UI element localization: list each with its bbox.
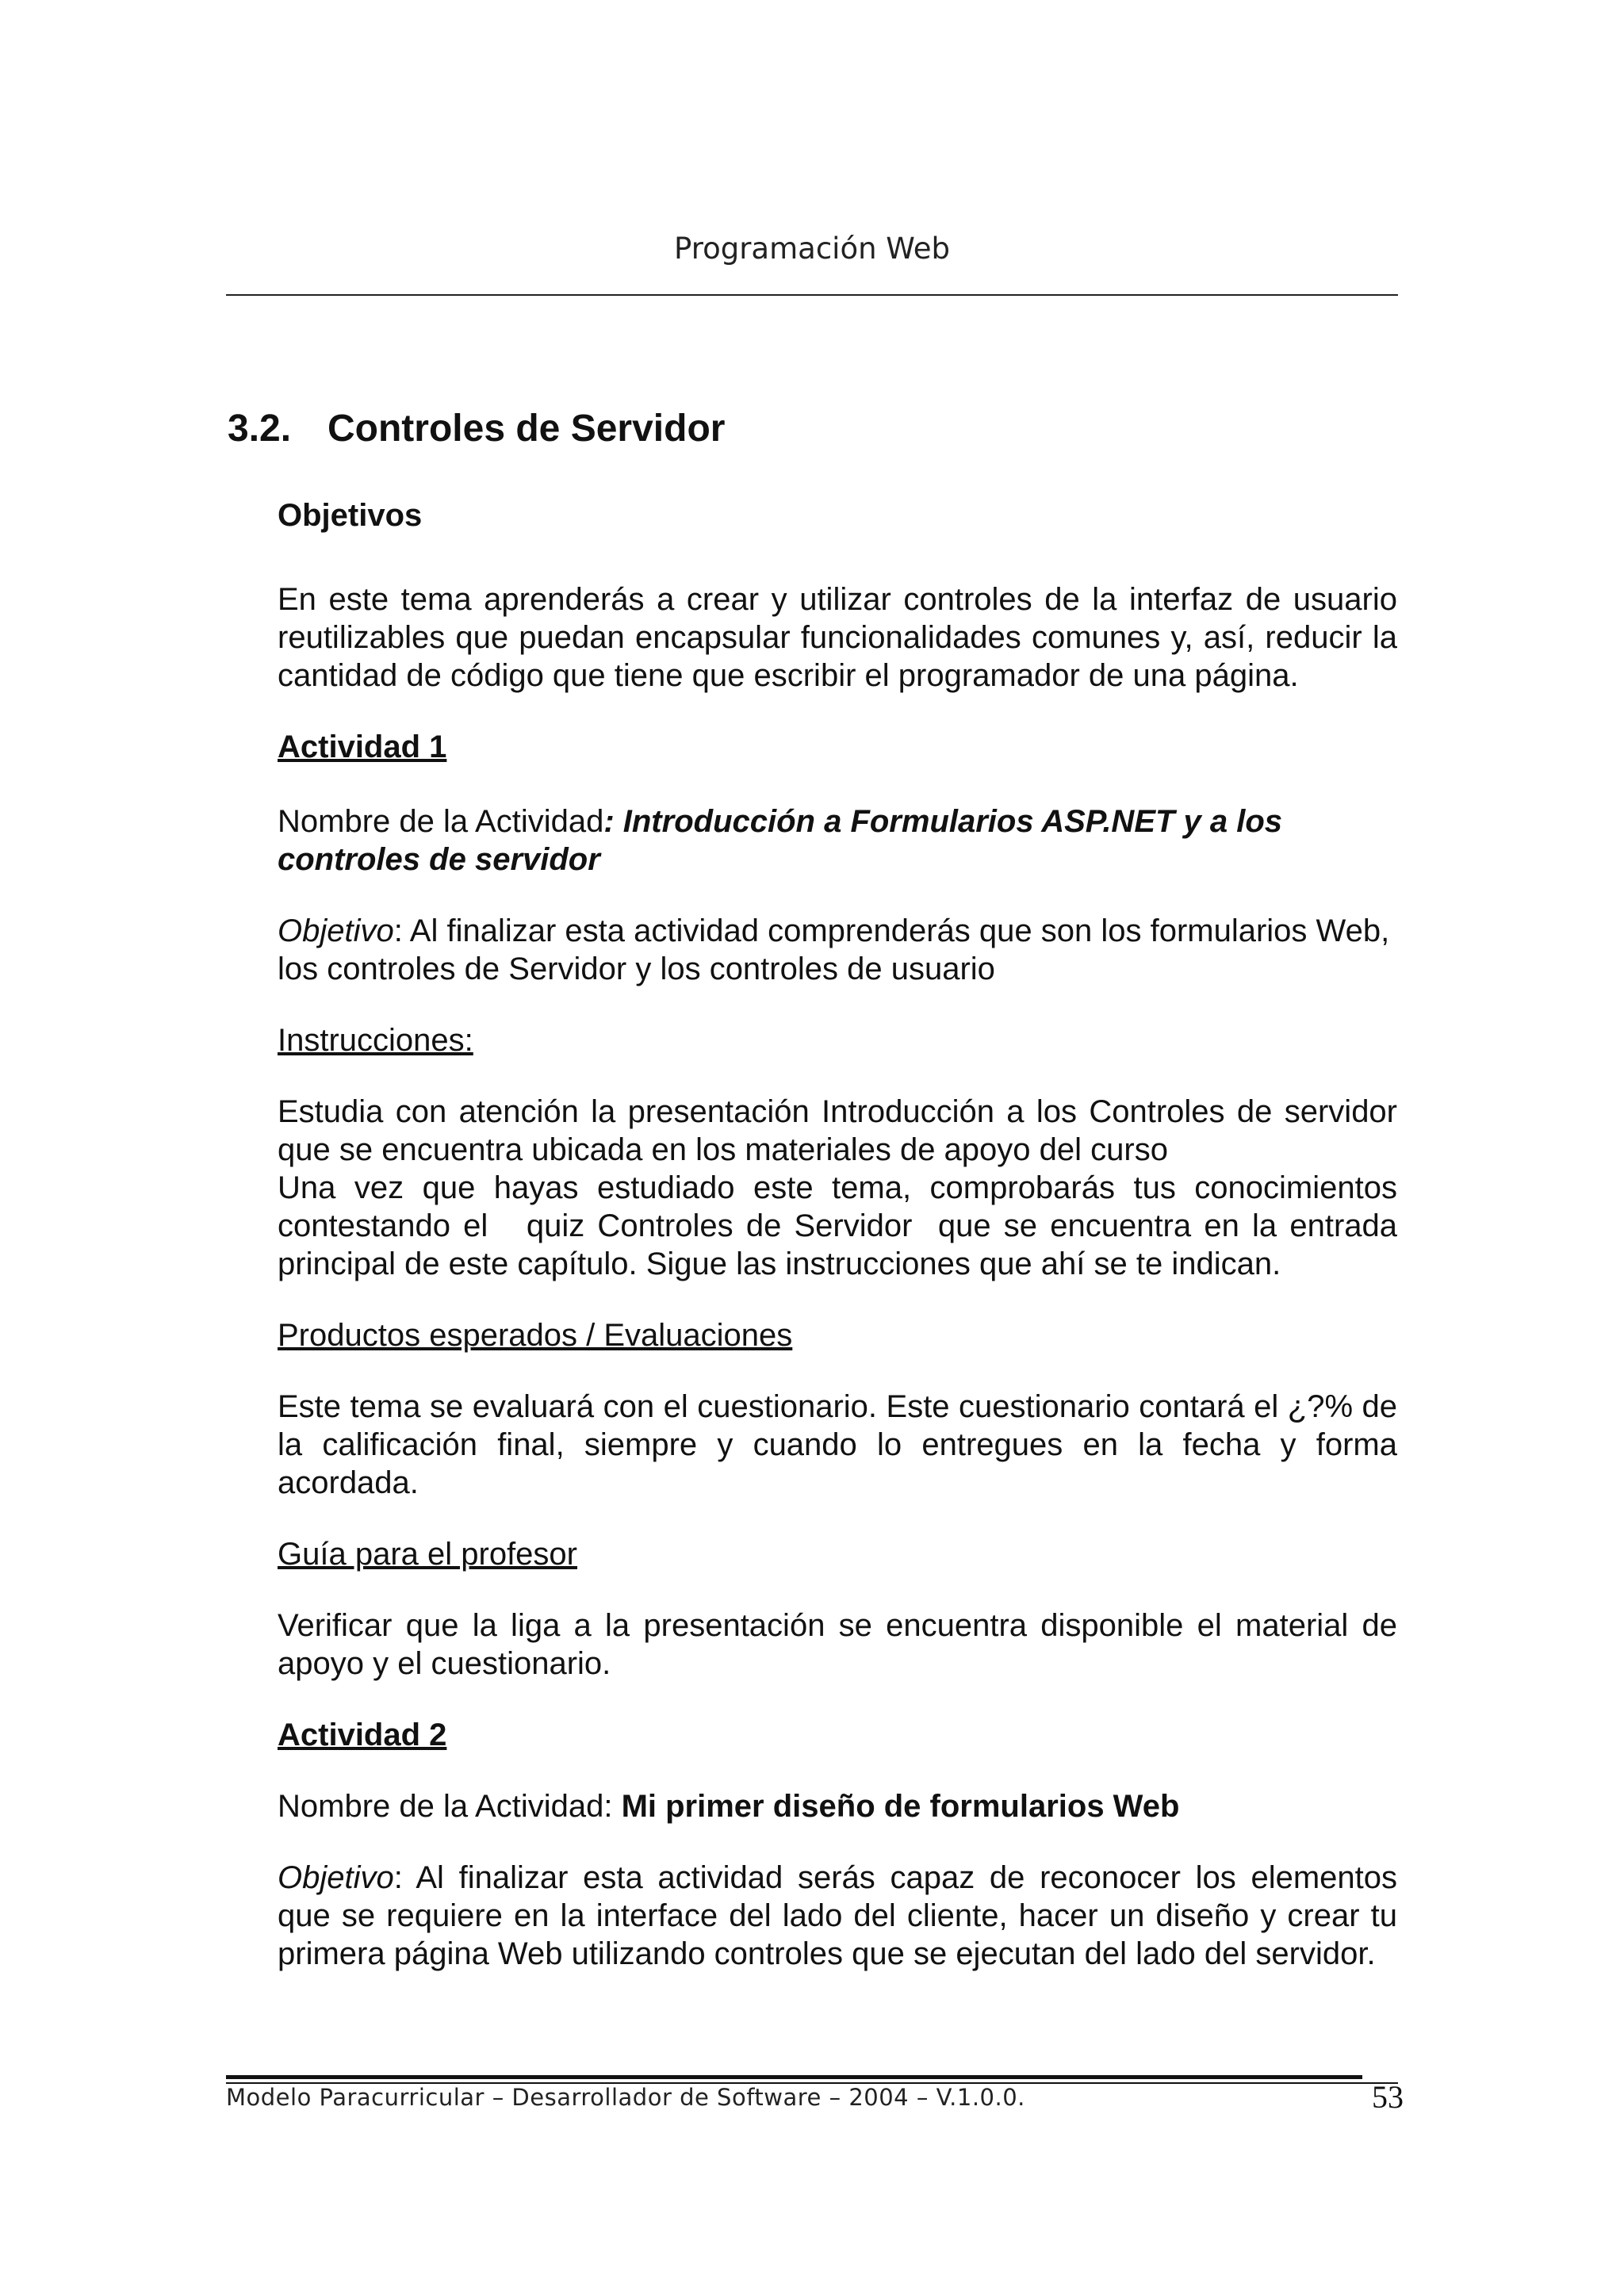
guide-heading: Guía para el profesor <box>278 1537 577 1572</box>
activity-name-label: Nombre de la Actividad <box>278 804 604 839</box>
products-text: Este tema se evaluará con el cuestionario. Este cuestionario contará el ¿?% de la calificación final, siempre y cuando lo entregues en la fecha y forma acordada. <box>278 1389 1397 1500</box>
actividad-2-name <box>278 1787 1397 1825</box>
actividad-1-objective <box>278 912 1397 988</box>
activity-name-label: Nombre de la Actividad: <box>278 1789 622 1824</box>
products-heading: Productos esperados / Evaluaciones <box>278 1318 793 1353</box>
actividad-1-name <box>278 802 1397 879</box>
actividad-2-heading: Actividad 2 <box>278 1718 447 1752</box>
instructions-paragraph-2: Una vez que hayas estudiado este tema, comprobarás tus conocimientos contestando el quiz Controles de Servidor que se encuentra en la entrada principal de este capítulo. Sigue las instrucciones que ahí se te indican. <box>278 1170 1407 1281</box>
activity-name-value: : Introducción a Formularios ASP.NET y a los controles de servidor <box>278 804 1283 877</box>
running-header: Programación Web <box>674 232 950 266</box>
objective-text: : Al finalizar esta actividad comprenderás que son los formularios Web, los controles de Servidor y los controles de usuario <box>278 913 1390 986</box>
objetivos-heading: Objetivos <box>278 498 423 533</box>
section-heading <box>228 407 725 450</box>
header-divider <box>226 294 1398 296</box>
page-body <box>278 496 1407 1973</box>
objective-text: : Al finalizar esta actividad serás capaz de reconocer los elementos que se requiere en la interface del lado del cliente, hacer un diseño y crear tu primera página Web utilizando controles que se ejecutan del lado del servidor. <box>278 1860 1397 1971</box>
instructions-paragraph-1: Estudia con atención la presentación Introducción a los Controles de servidor que se encuentra ubicada en los materiales de apoyo del curso <box>278 1094 1397 1167</box>
instructions-heading: Instrucciones: <box>278 1023 473 1058</box>
section-number: 3.2. <box>228 408 292 450</box>
activity-name-value: Mi primer diseño de formularios Web <box>621 1789 1180 1824</box>
page-number: 53 <box>1372 2079 1404 2115</box>
actividad-1-heading: Actividad 1 <box>278 730 447 764</box>
actividad-2-objective <box>278 1859 1397 1973</box>
guide-text: Verificar que la liga a la presentación se encuentra disponible el material de apoyo y el cuestionario. <box>278 1608 1397 1681</box>
objective-label: Objetivo <box>278 1860 394 1895</box>
footer-divider-thick <box>226 2075 1362 2079</box>
section-title: Controles de Servidor <box>327 408 726 450</box>
objetivos-text: En este tema aprenderás a crear y utilizar controles de la interfaz de usuario reutilizables que puedan encapsular funcionalidades comunes y, así, reducir la cantidad de código que tiene que escribir el programador de una página. <box>278 582 1397 693</box>
objective-label: Objetivo <box>278 913 394 948</box>
running-footer: Modelo Paracurricular – Desarrollador de Software – 2004 – V.1.0.0. <box>226 2084 1025 2111</box>
